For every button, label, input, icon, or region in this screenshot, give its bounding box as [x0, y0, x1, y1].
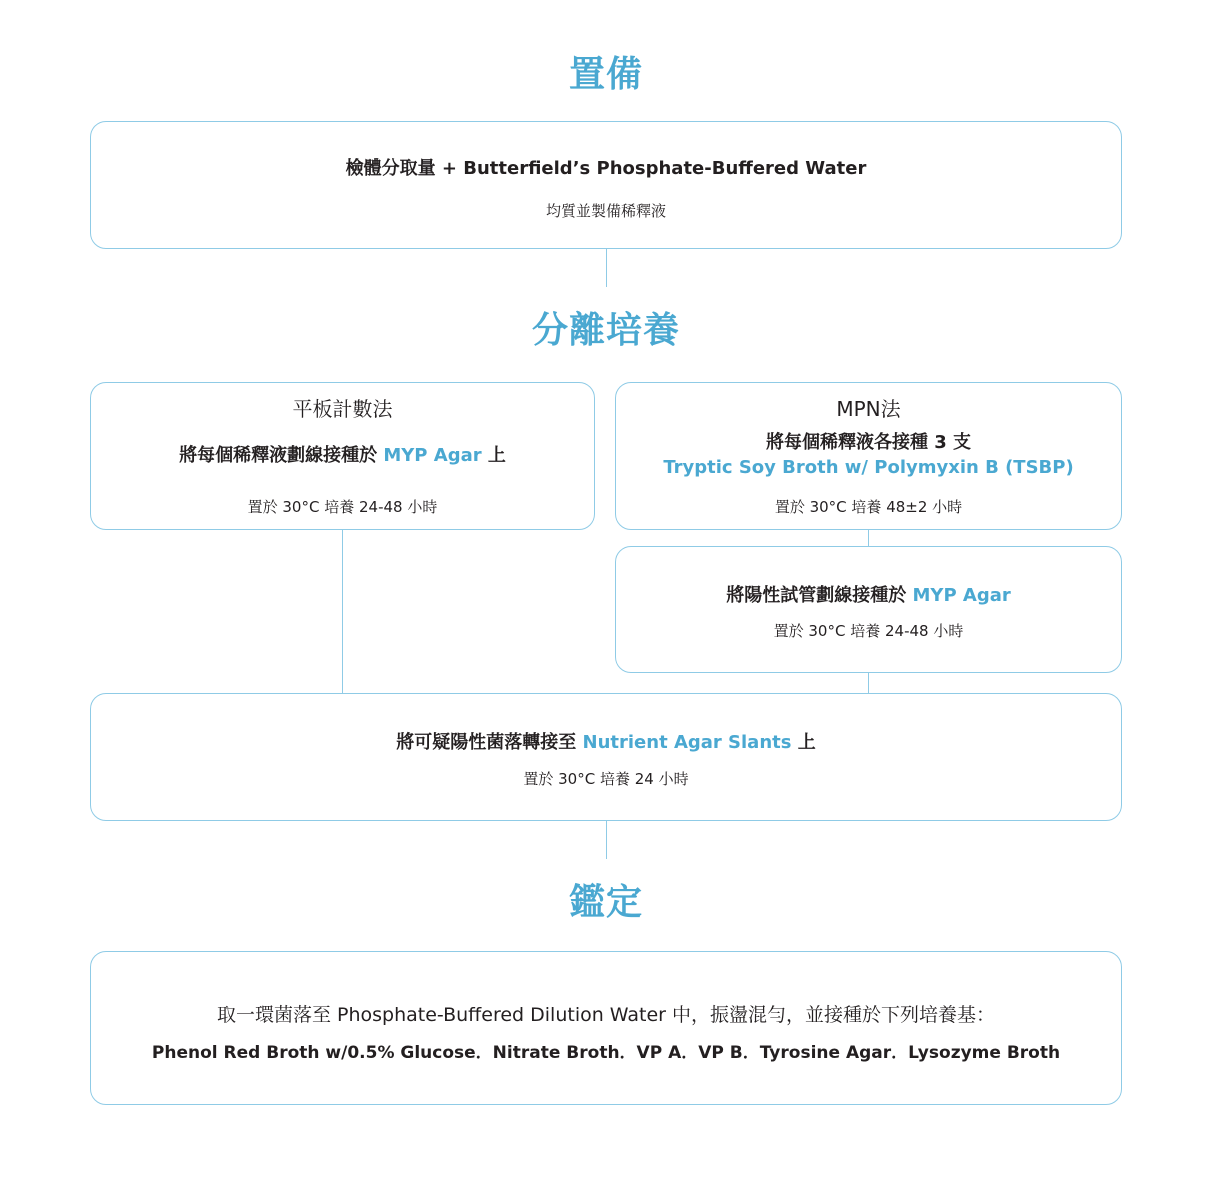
plate-count-medium: MYP Agar	[383, 445, 482, 466]
section-title-prep: 置備	[568, 53, 643, 95]
prep-box	[90, 121, 1122, 249]
prep-box-sub: 均質並製備稀釋液	[545, 202, 666, 220]
connector-mpn-to-positive	[868, 530, 869, 546]
positive-tube-main-prefix: 將陽性試管劃線接種於	[726, 585, 913, 606]
plate-count-main-prefix: 將每個稀釋液劃線接種於	[179, 445, 384, 466]
mpn-sub: 置於 30°C 培養 48±2 小時	[774, 498, 963, 516]
prep-box-main: 檢體分取量 + Butterfield’s Phosphate-Buffered Water	[345, 158, 867, 179]
transfer-main	[91, 728, 1121, 754]
plate-count-main	[91, 441, 594, 467]
transfer-main-suffix: 上	[791, 732, 816, 753]
section-title-isolation: 分離培養	[531, 309, 680, 351]
section-title-identification: 鑑定	[568, 881, 643, 923]
identification-main: 取一環菌落至 Phosphate-Buffered Dilution Water 中，振盪混勻，並接種於下列培養基：	[216, 1004, 996, 1026]
mpn-heading: MPN法	[836, 397, 901, 421]
plate-count-main-suffix: 上	[481, 445, 506, 466]
positive-tube-medium: MYP Agar	[912, 585, 1011, 606]
plate-count-box	[90, 382, 595, 530]
transfer-medium: Nutrient Agar Slants	[582, 732, 792, 753]
mpn-medium: Tryptic Soy Broth w/ Polymyxin B (TSBP)	[663, 457, 1074, 478]
plate-count-heading: 平板計數法	[292, 397, 393, 421]
positive-tube-main	[616, 581, 1121, 607]
mpn-box	[615, 382, 1122, 530]
transfer-main-prefix: 將可疑陽性菌落轉接至	[396, 732, 583, 753]
transfer-box	[90, 693, 1122, 821]
plate-count-sub: 置於 30°C 培養 24-48 小時	[247, 498, 438, 516]
connector-transfer-to-identification	[606, 821, 607, 859]
connector-plate-to-transfer	[342, 530, 343, 693]
identification-box	[90, 951, 1122, 1105]
positive-tube-box	[615, 546, 1122, 673]
positive-tube-sub: 置於 30°C 培養 24-48 小時	[773, 622, 964, 640]
transfer-sub: 置於 30°C 培養 24 小時	[523, 770, 689, 788]
connector-positive-to-transfer	[868, 673, 869, 693]
identification-media: Phenol Red Broth w/0.5% Glucose．Nitrate Broth．VP A．VP B．Tyrosine Agar．Lysozyme Broth	[151, 1043, 1061, 1063]
connector-prep-to-isolation	[606, 249, 607, 287]
mpn-main: 將每個稀釋液各接種 3 支	[765, 432, 972, 453]
